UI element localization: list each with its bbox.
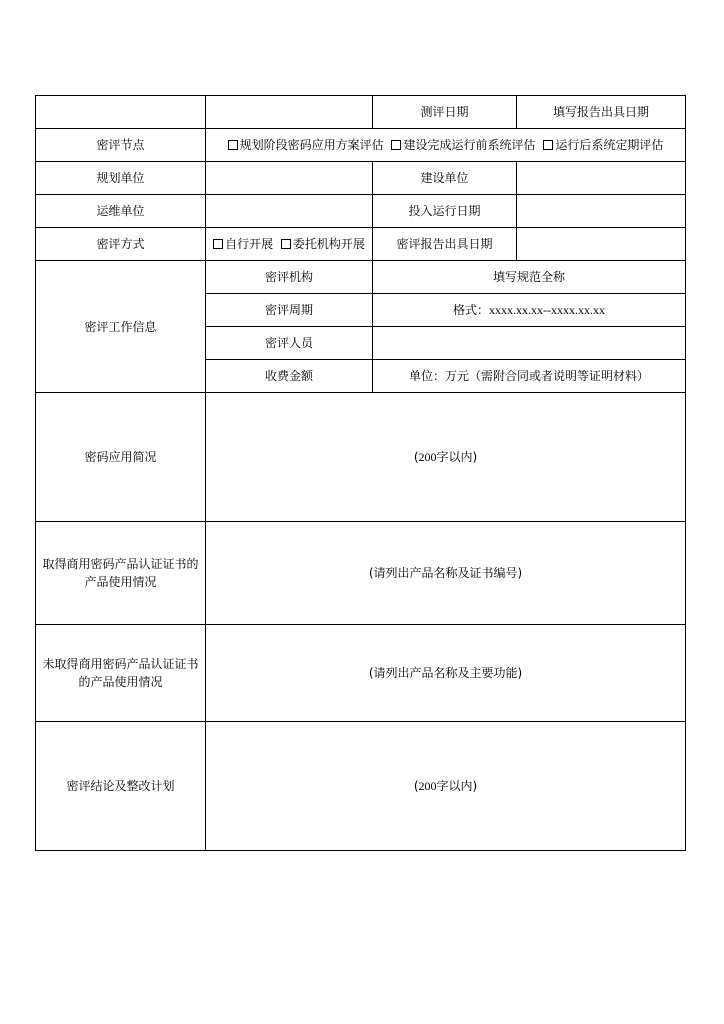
work-info-sub-label: 密评机构: [206, 261, 373, 294]
planning-unit-label: 规划单位: [36, 162, 206, 195]
node-option-periodic[interactable]: 运行后系统定期评估: [543, 138, 663, 152]
fee-value[interactable]: 单位：万元（需附合同或者说明等证明材料）: [373, 360, 686, 393]
ops-unit-value[interactable]: [206, 195, 373, 228]
report-date-label: 密评报告出具日期: [373, 228, 517, 261]
evaluation-form-table: [35, 95, 686, 851]
checkbox-icon[interactable]: [543, 140, 553, 150]
header-cell-1: [36, 96, 206, 129]
certified-products-value[interactable]: (请列出产品名称及证书编号): [206, 522, 686, 625]
header-row: [36, 96, 686, 129]
node-options: [206, 129, 686, 162]
work-info-sub-label: 密评周期: [206, 294, 373, 327]
crypto-overview-row: [36, 393, 686, 522]
build-unit-value[interactable]: [517, 162, 686, 195]
conclusion-label: 密评结论及整改计划: [36, 722, 206, 851]
checkbox-icon[interactable]: [228, 140, 238, 150]
node-option-pre-run[interactable]: 建设完成运行前系统评估: [391, 138, 535, 152]
method-options: [206, 228, 373, 261]
planning-unit-value[interactable]: [206, 162, 373, 195]
period-value[interactable]: [373, 294, 686, 327]
run-date-value[interactable]: [517, 195, 686, 228]
uncertified-products-value[interactable]: (请列出产品名称及主要功能): [206, 625, 686, 722]
period-format-prefix: 格式：: [452, 303, 489, 317]
uncertified-products-row: [36, 625, 686, 722]
test-date-label: 测评日期: [373, 96, 517, 129]
method-row: [36, 228, 686, 261]
test-date-value[interactable]: 填写报告出具日期: [517, 96, 686, 129]
checkbox-icon[interactable]: [213, 239, 223, 249]
report-date-value[interactable]: [517, 228, 686, 261]
node-label: 密评节点: [36, 129, 206, 162]
crypto-overview-label: 密码应用简况: [36, 393, 206, 522]
checkbox-icon[interactable]: [281, 239, 291, 249]
work-info-row: [36, 261, 686, 294]
method-option-agency[interactable]: 委托机构开展: [281, 237, 365, 251]
run-date-label: 投入运行日期: [373, 195, 517, 228]
period-format-value: xxxx.xx.xx--xxxx.xx.xx: [489, 303, 605, 317]
crypto-overview-value[interactable]: (200字以内): [206, 393, 686, 522]
personnel-value[interactable]: [373, 327, 686, 360]
certified-products-row: [36, 522, 686, 625]
work-info-sub-label: 密评人员: [206, 327, 373, 360]
conclusion-row: [36, 722, 686, 851]
certified-products-label: 取得商用密码产品认证证书的产品使用情况: [36, 522, 206, 625]
work-info-sub-label: 收费金额: [206, 360, 373, 393]
method-option-self[interactable]: 自行开展: [213, 237, 273, 251]
ops-row: [36, 195, 686, 228]
work-info-label: 密评工作信息: [36, 261, 206, 393]
agency-name-value[interactable]: 填写规范全称: [373, 261, 686, 294]
checkbox-icon[interactable]: [391, 140, 401, 150]
build-unit-label: 建设单位: [373, 162, 517, 195]
node-row: [36, 129, 686, 162]
method-label: 密评方式: [36, 228, 206, 261]
conclusion-value[interactable]: (200字以内): [206, 722, 686, 851]
ops-unit-label: 运维单位: [36, 195, 206, 228]
node-option-planning[interactable]: 规划阶段密码应用方案评估: [228, 138, 384, 152]
uncertified-products-label: 未取得商用密码产品认证证书的产品使用情况: [36, 625, 206, 722]
planning-row: [36, 162, 686, 195]
header-cell-2[interactable]: [206, 96, 373, 129]
